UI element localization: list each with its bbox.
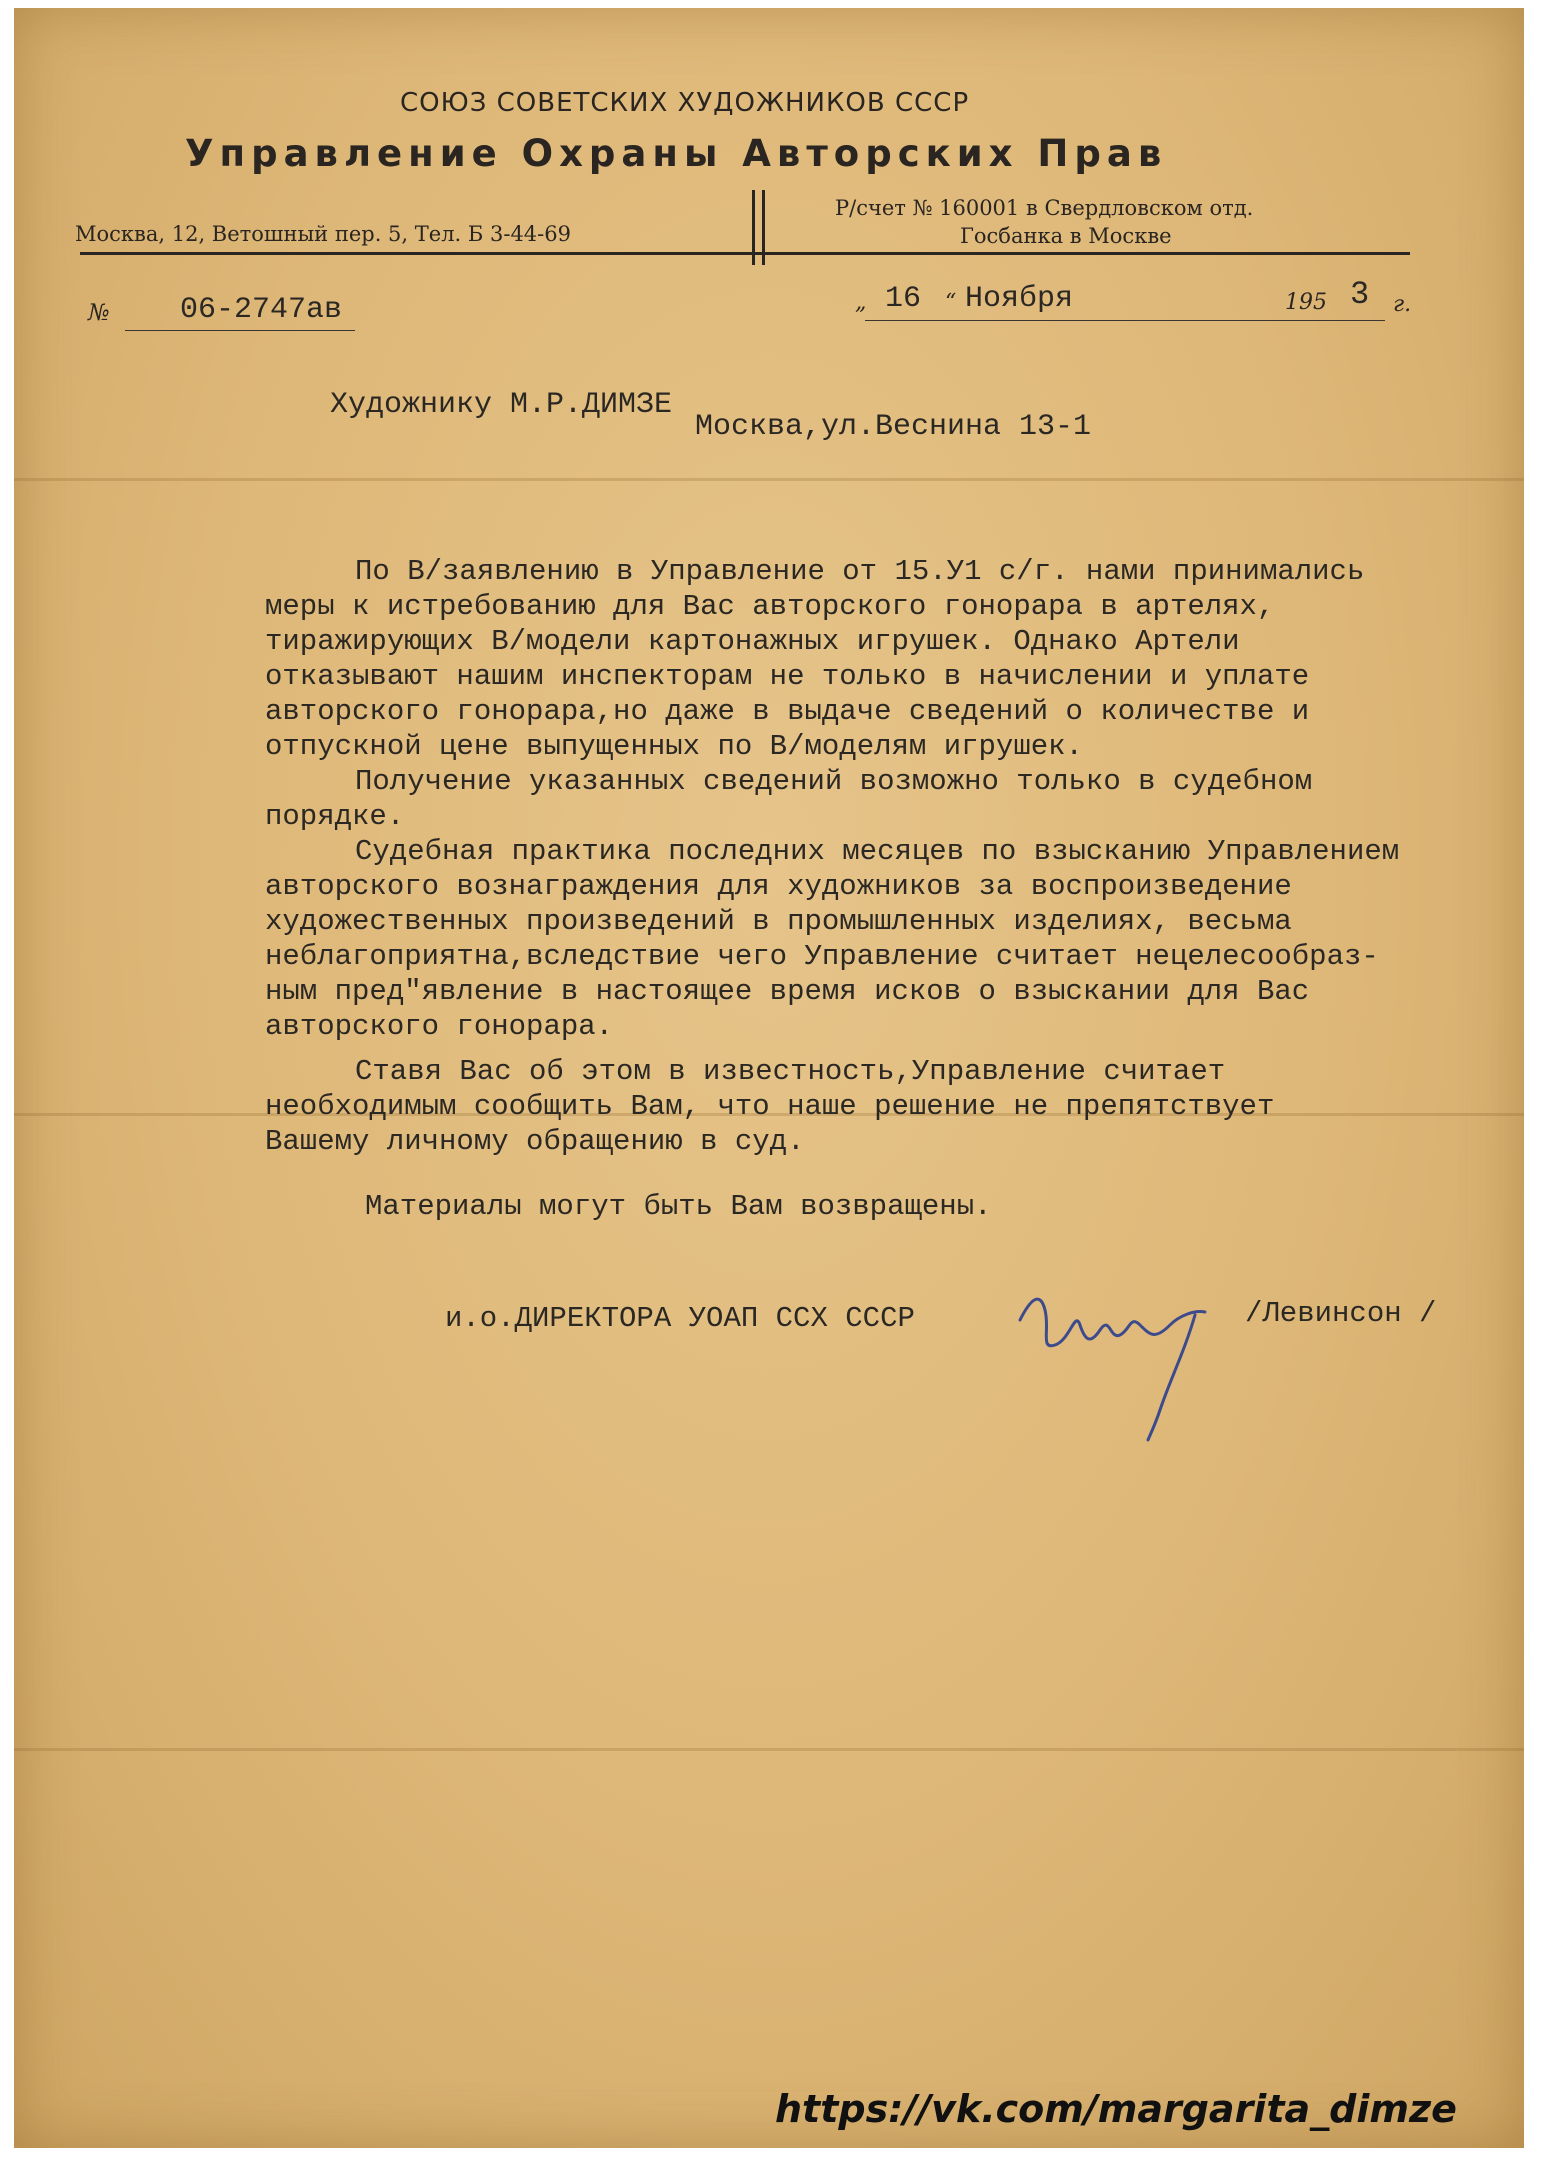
letterhead-address: Москва, 12, Ветошный пер. 5, Тел. Б 3-44-69 xyxy=(75,222,571,246)
body-line: художественных произведений в промышленных изделиях, весьма xyxy=(265,905,1292,938)
date-day: 16 xyxy=(885,282,922,316)
reference-underline xyxy=(125,330,355,331)
reference-number: 06-2747ав xyxy=(180,293,343,327)
letterhead-bank-account: Р/счет № 160001 в Свердловском отд. xyxy=(835,196,1254,220)
signatory-name: /Левинсон / xyxy=(1245,1297,1437,1330)
date-open-quote: „ xyxy=(855,290,867,315)
fold-line xyxy=(14,1748,1524,1751)
body-line: отказывают нашим инспекторам не только в начислении и уплате xyxy=(265,660,1310,693)
body-line: Вашему личному обращению в суд. xyxy=(265,1125,805,1158)
body-line: авторского гонорара,но даже в выдаче сведений о количестве и xyxy=(265,695,1310,728)
date-year-digit: 3 xyxy=(1350,276,1370,313)
fold-line xyxy=(14,478,1524,481)
date-mid-quote: “ xyxy=(945,290,957,315)
body-line: Ставя Вас об этом в известность,Управление считает xyxy=(355,1055,1226,1088)
letterhead-department: Управление Охраны Авторских Прав xyxy=(185,132,1168,175)
body-line: порядке. xyxy=(265,800,405,833)
body-line: Материалы могут быть Вам возвращены. xyxy=(365,1190,992,1223)
body-line: ным пред"явление в настоящее время исков о взыскании для Вас xyxy=(265,975,1310,1008)
date-year-suffix: г. xyxy=(1393,292,1412,317)
date-year-prefix: 195 xyxy=(1285,290,1327,315)
letterhead-vertical-divider xyxy=(752,190,755,265)
letterhead-union: СОЮЗ СОВЕТСКИХ ХУДОЖНИКОВ СССР xyxy=(400,88,970,118)
letterhead-divider xyxy=(80,252,1410,255)
body-line: авторского гонорара. xyxy=(265,1010,614,1043)
letterhead-bank-name: Госбанка в Москве xyxy=(960,224,1172,248)
recipient-address: Москва,ул.Веснина 13-1 xyxy=(695,410,1092,444)
date-month: Ноября xyxy=(965,282,1074,316)
date-underline xyxy=(865,320,1385,321)
body-line: неблагоприятна,вследствие чего Управление считает нецелесообраз- xyxy=(265,940,1379,973)
body-line: необходимым сообщить Вам, что наше решение не препятствует xyxy=(265,1090,1275,1123)
source-watermark: https://vk.com/margarita_dimze xyxy=(775,2087,1457,2131)
body-line: авторского вознаграждения для художников за воспроизведение xyxy=(265,870,1292,903)
body-line: Получение указанных сведений возможно только в судебном xyxy=(355,765,1313,798)
handwritten-signature xyxy=(1010,1270,1240,1450)
body-line: Судебная практика последних месяцев по взысканию Управлением xyxy=(355,835,1400,868)
body-line: тиражирующих В/модели картонажных игрушек. Однако Артели xyxy=(265,625,1240,658)
body-line: По В/заявлению в Управление от 15.У1 с/г. нами принимались xyxy=(355,555,1365,588)
letterhead-vertical-divider xyxy=(762,190,765,265)
reference-label: № xyxy=(88,300,110,326)
signatory-title: и.о.ДИРЕКТОРА УОАП ССХ СССР xyxy=(445,1302,915,1335)
body-line: отпускной цене выпущенных по В/моделям игрушек. xyxy=(265,730,1083,763)
body-line: меры к истребованию для Вас авторского гонорара в артелях, xyxy=(265,590,1275,623)
signature-stroke xyxy=(1020,1299,1205,1440)
recipient-name: Художнику М.Р.ДИМЗЕ xyxy=(330,388,673,422)
